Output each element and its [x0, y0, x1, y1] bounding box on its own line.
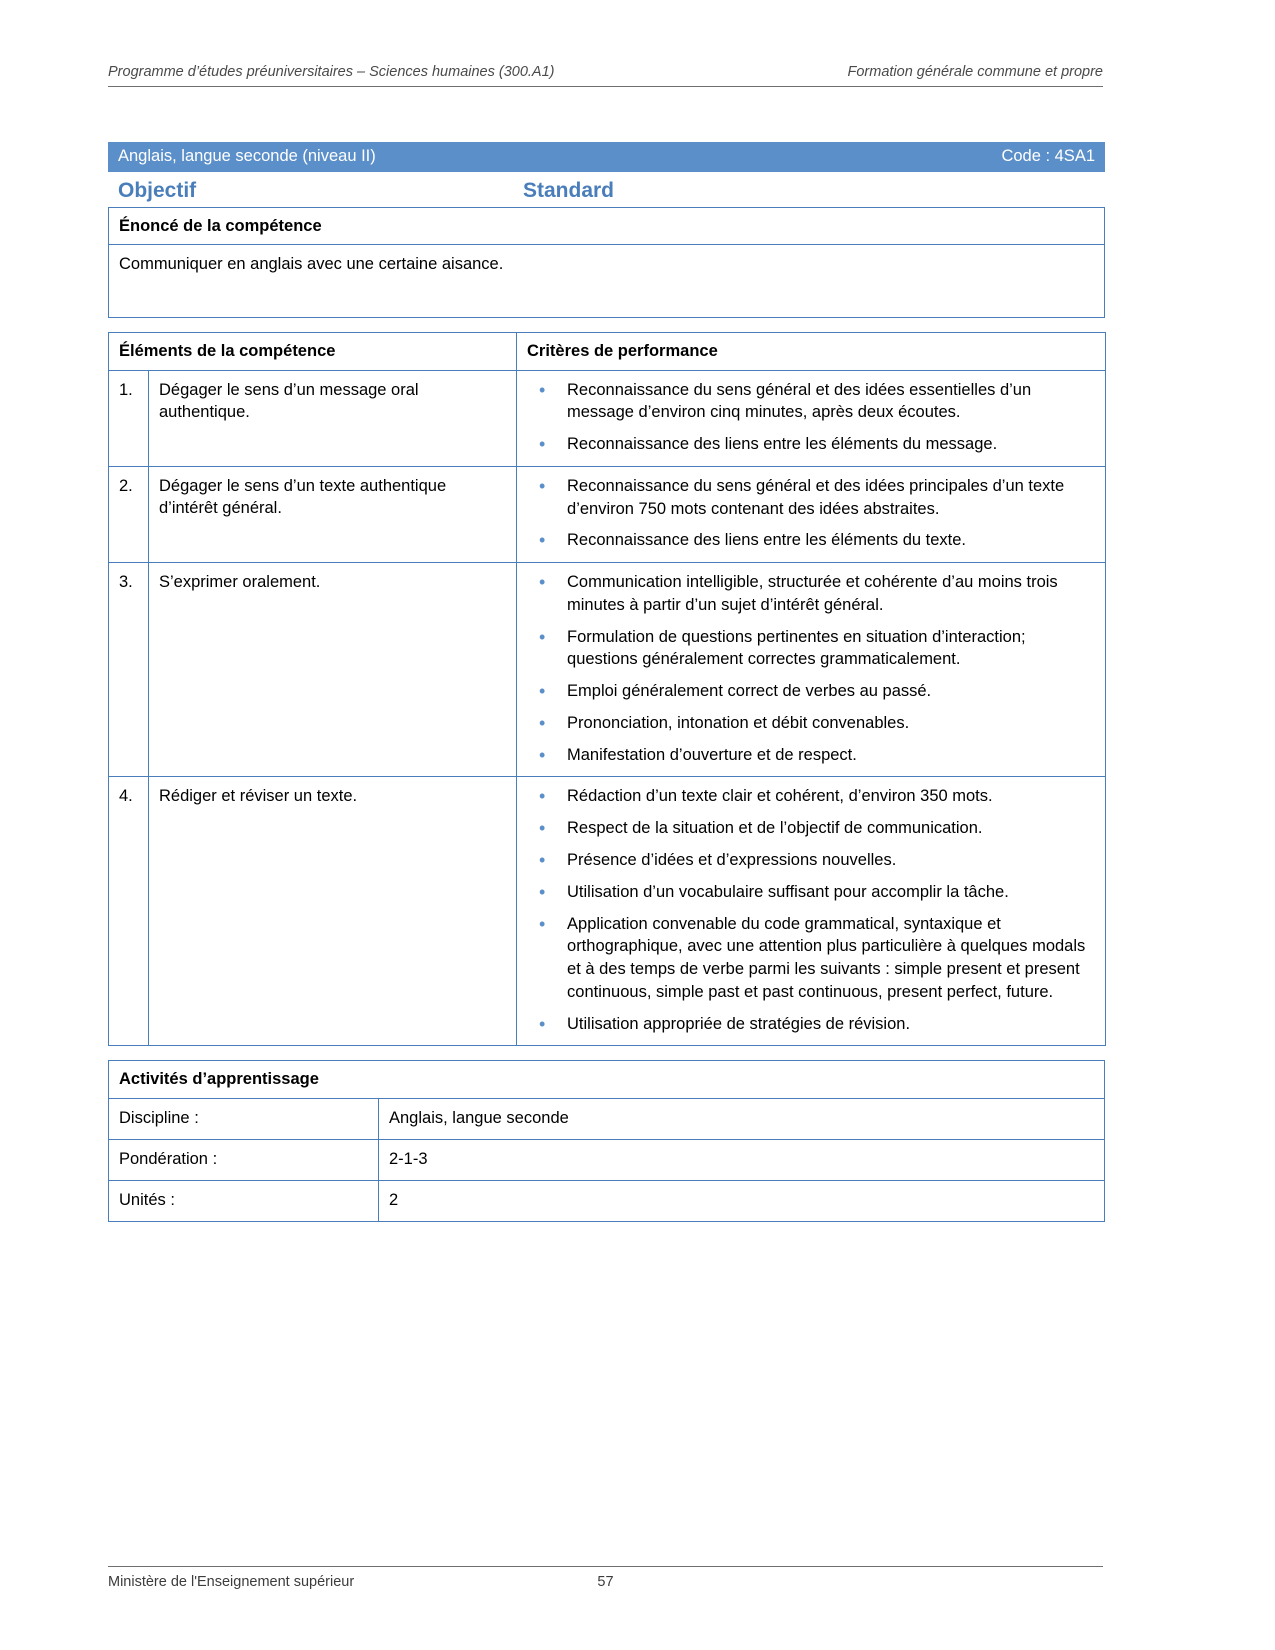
running-footer — [108, 1566, 1103, 1590]
elements-criteria-table — [108, 332, 1106, 1046]
header-right-text: Formation générale commune et propre — [847, 64, 1103, 80]
criteria-item: • Reconnaissance des liens entre les éléments du message. — [525, 433, 1095, 456]
course-title: Anglais, langue seconde (niveau II) — [118, 147, 376, 165]
element-text: S’exprimer oralement. — [149, 563, 517, 777]
footer-left-text: Ministère de l'Enseignement supérieur — [108, 1574, 355, 1590]
page-number: 57 — [597, 1574, 614, 1590]
competency-statement-table — [108, 207, 1105, 318]
element-number: 3. — [109, 563, 149, 777]
criteria-cell — [517, 466, 1106, 562]
table-row — [109, 245, 1105, 318]
criteria-item: • Respect de la situation et de l’objectif de communication. — [525, 817, 1095, 840]
element-text: Rédiger et réviser un texte. — [149, 777, 517, 1046]
table-row — [109, 563, 1106, 777]
table-row — [109, 1139, 1105, 1180]
table-spacer — [108, 1046, 1105, 1060]
criteria-item: • Manifestation d’ouverture et de respect. — [525, 744, 1095, 767]
criteria-column-header: Critères de performance — [517, 333, 1106, 370]
criteria-item: • Reconnaissance du sens général et des idées essentielles d’un message d’environ cinq minutes, après deux écoutes. — [525, 379, 1095, 425]
table-row — [109, 370, 1106, 466]
element-number: 1. — [109, 370, 149, 466]
objectif-heading: Objectif — [118, 179, 197, 202]
competency-block — [108, 142, 1105, 1222]
table-row — [109, 777, 1106, 1046]
running-header — [108, 64, 1103, 87]
criteria-cell — [517, 563, 1106, 777]
activity-value: 2-1-3 — [379, 1139, 1105, 1180]
activity-label: Pondération : — [109, 1139, 379, 1180]
element-number: 4. — [109, 777, 149, 1046]
element-number: 2. — [109, 466, 149, 562]
criteria-item: • Utilisation appropriée de stratégies de révision. — [525, 1013, 1095, 1036]
table-row — [109, 208, 1105, 245]
criteria-item: • Présence d’idées et d’expressions nouvelles. — [525, 849, 1095, 872]
elements-column-header: Éléments de la compétence — [109, 333, 517, 370]
criteria-item: • Application convenable du code grammatical, syntaxique et orthographique, avec une attention plus particulière à quelques modals et à des temps de verbe parmi les suivants : simple present et present continuous, simple past et past continuous, present perfect, future. — [525, 913, 1095, 1004]
criteria-item: • Formulation de questions pertinentes en situation d’interaction; questions généralement correctes grammaticalement. — [525, 626, 1095, 672]
competency-statement-text: Communiquer en anglais avec une certaine aisance. — [109, 245, 1105, 318]
course-code: Code : 4SA1 — [1001, 147, 1095, 165]
activity-value: Anglais, langue seconde — [379, 1098, 1105, 1139]
activity-label: Discipline : — [109, 1098, 379, 1139]
standard-heading: Standard — [523, 179, 615, 202]
criteria-item: • Utilisation d’un vocabulaire suffisant pour accomplir la tâche. — [525, 881, 1095, 904]
table-row — [109, 466, 1106, 562]
table-header-row — [109, 333, 1106, 370]
criteria-list — [525, 475, 1095, 552]
element-text: Dégager le sens d’un texte authentique d’intérêt général. — [149, 466, 517, 562]
activity-label: Unités : — [109, 1181, 379, 1222]
learning-activities-table — [108, 1060, 1105, 1222]
table-row — [109, 1098, 1105, 1139]
competency-statement-heading: Énoncé de la compétence — [109, 208, 1105, 245]
criteria-list — [525, 379, 1095, 456]
objectif-standard-headings — [108, 172, 1105, 207]
activities-heading: Activités d’apprentissage — [109, 1061, 1105, 1098]
criteria-cell — [517, 777, 1106, 1046]
element-text: Dégager le sens d’un message oral authentique. — [149, 370, 517, 466]
table-spacer — [108, 318, 1105, 332]
table-row — [109, 1181, 1105, 1222]
activity-value: 2 — [379, 1181, 1105, 1222]
table-header-row — [109, 1061, 1105, 1098]
criteria-list — [525, 571, 1095, 766]
criteria-list — [525, 785, 1095, 1035]
criteria-item: • Emploi généralement correct de verbes au passé. — [525, 680, 1095, 703]
criteria-item: • Reconnaissance du sens général et des idées principales d’un texte d’environ 750 mots contenant des idées abstraites. — [525, 475, 1095, 521]
criteria-item: • Prononciation, intonation et débit convenables. — [525, 712, 1095, 735]
header-left-text: Programme d’études préuniversitaires – Sciences humaines (300.A1) — [108, 64, 555, 80]
course-title-bar — [108, 142, 1105, 172]
criteria-item: • Communication intelligible, structurée et cohérente d’au moins trois minutes à partir d’un sujet d’intérêt général. — [525, 571, 1095, 617]
criteria-item: • Reconnaissance des liens entre les éléments du texte. — [525, 529, 1095, 552]
criteria-item: • Rédaction d’un texte clair et cohérent, d’environ 350 mots. — [525, 785, 1095, 808]
criteria-cell — [517, 370, 1106, 466]
